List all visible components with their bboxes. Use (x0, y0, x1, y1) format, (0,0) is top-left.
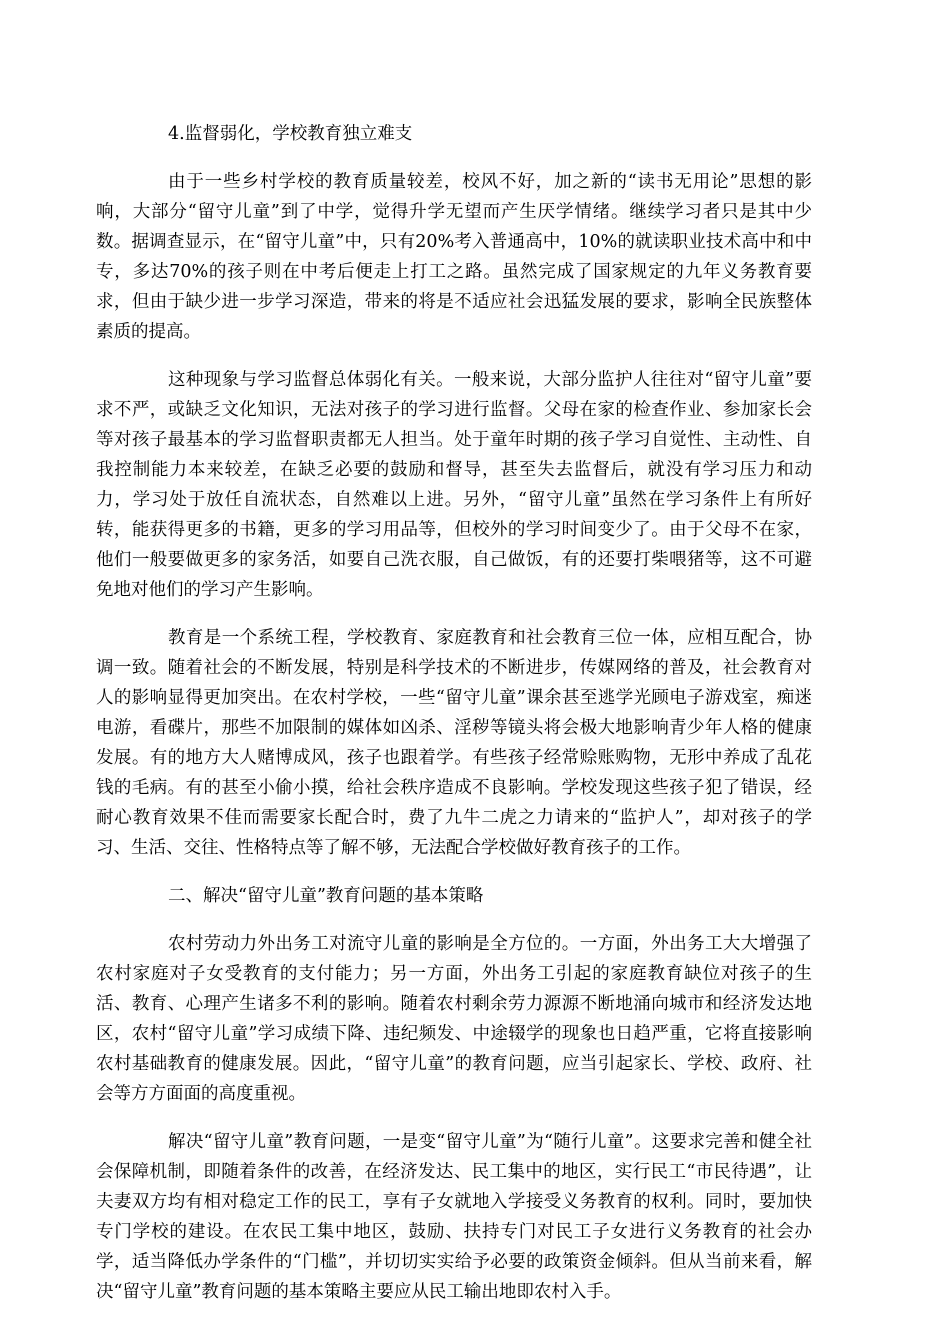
section-heading-strategies: 二、解决“留守儿童”教育问题的基本策略 (168, 886, 484, 906)
paragraph-migrant-impact: 农村劳动力外出务工对流守儿童的影响是全方位的。一方面，外出务工大大增强了农村家庭对子女受教育的支付能力；另一方面，外出务工引起的家庭教育缺位对孩子的生活、教育、心理产生诸多不利的影响。随着农村剩余劳力源源不断地涌向城市和经济发达地区，农村“留守儿童”学习成绩下降、违纪频发、中途辍学的现象也日趋严重，它将直接影响农村基础教育的健康发展。因此，“留守儿童”的教育问题，应当引起家长、学校、政府、社会等方方面面的高度重视。 (96, 934, 812, 1104)
paragraph-school-quality: 由于一些乡村学校的教育质量较差，校风不好，加之新的“读书无用论”思想的影响，大部分“留守儿童”到了中学，觉得升学无望而产生厌学情绪。继续学习者只是其中少数。据调查显示，在“留守儿童”中，只有20%考入普通高中，10%的就读职业技术高中和中专，多达70%的孩子则在中考后便走上打工之路。虽然完成了国家规定的九年义务教育要求，但由于缺少进一步学习深造，带来的将是不适应社会迅猛发展的要求，影响全民族整体素质的提高。 (96, 172, 812, 342)
document-body (96, 119, 812, 1325)
paragraph-social-education: 教育是一个系统工程，学校教育、家庭教育和社会教育三位一体，应相互配合，协调一致。随着社会的不断发展，特别是科学技术的不断进步，传媒网络的普及，社会教育对人的影响显得更加突出。在农村学校，一些“留守儿童”课余甚至逃学光顾电子游戏室，痴迷电游，看碟片，那些不加限制的媒体如凶杀、淫秽等镜头将会极大地影响青少年人格的健康发展。有的地方大人赌博成风，孩子也跟着学。有些孩子经常赊账购物，无形中养成了乱花钱的毛病。有的甚至小偷小摸，给社会秩序造成不良影响。学校发现这些孩子犯了错误，经耐心教育效果不佳而需要家长配合时，费了九牛二虎之力请来的“监护人”，却对孩子的学习、生活、交往、性格特点等了解不够，无法配合学校做好教育孩子的工作。 (96, 628, 812, 858)
paragraph-solution: 解决“留守儿童”教育问题，一是变“留守儿童”为“随行儿童”。这要求完善和健全社会保障机制，即随着条件的改善，在经济发达、民工集中的地区，实行民工“市民待遇”，让夫妻双方均有相对稳定工作的民工，享有子女就地入学接受义务教育的权利。同时，要加快专门学校的建设。在农民工集中地区，鼓励、扶持专门对民工子女进行义务教育的社会办学，适当降低办学条件的“门槛”，并切切实实给予必要的政策资金倾斜。但从当前来看，解决“留守儿童”教育问题的基本策略主要应从民工输出地即农村入手。 (96, 1132, 812, 1302)
paragraph-supervision-weakened: 这种现象与学习监督总体弱化有关。一般来说，大部分监护人往往对“留守儿童”要求不严，或缺乏文化知识，无法对孩子的学习进行监督。父母在家的检查作业、参加家长会等对孩子最基本的学习监督职责都无人担当。处于童年时期的孩子学习自觉性、主动性、自我控制能力本来较差，在缺乏必要的鼓励和督导，甚至失去监督后，就没有学习压力和动力，学习处于放任自流状态，自然难以上进。另外，“留守儿童”虽然在学习条件上有所好转，能获得更多的书籍，更多的学习用品等，但校外的学习时间变少了。由于父母不在家，他们一般要做更多的家务活，如要自己洗衣服，自己做饭，有的还要打柴喂猪等，这不可避免地对他们的学习产生影响。 (96, 370, 812, 600)
section-heading-supervision: 4.监督弱化，学校教育独立难支 (168, 124, 413, 144)
